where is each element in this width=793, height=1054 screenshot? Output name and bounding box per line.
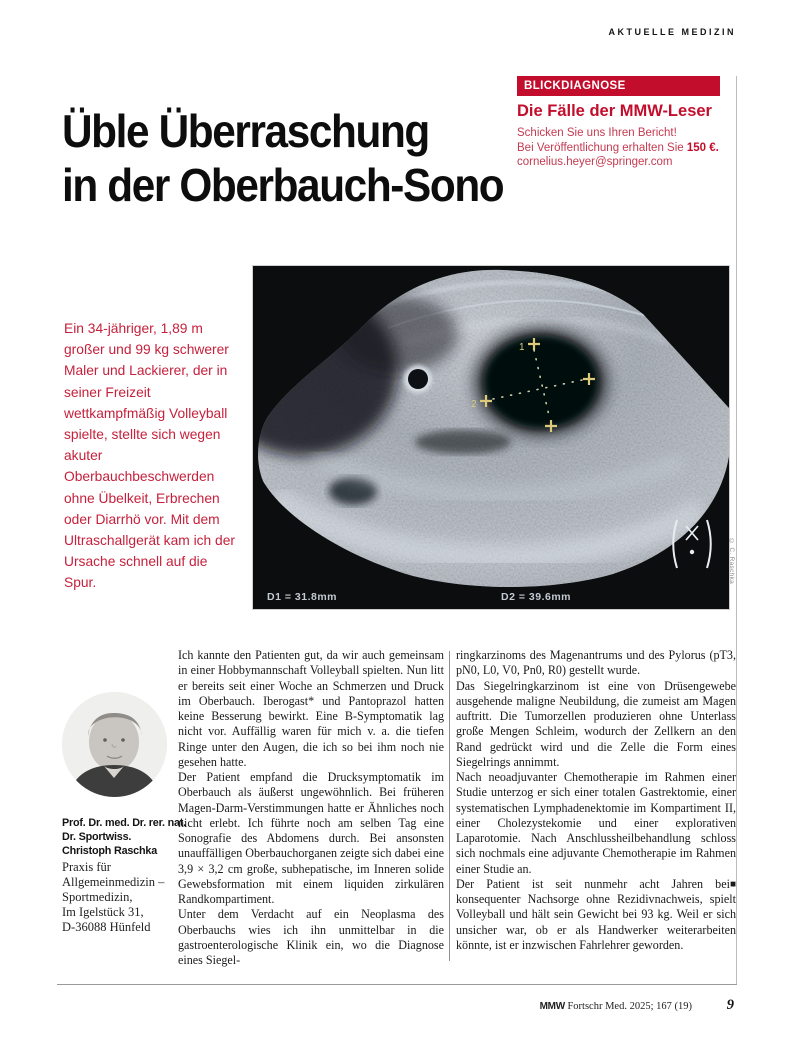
article-end-mark: ■ xyxy=(729,878,736,890)
headline-line1: Üble Überraschung xyxy=(62,105,429,157)
blickdiagnose-badge: BLICKDIAGNOSE xyxy=(517,76,720,96)
paragraph: Ich kannte den Patienten gut, da wir auch gemeinsam in einer Hobbymannschaft Volleyball spielten. Nun litt er bereits seit einer Woche an Schmerzen und Druck im Oberbauch. Iberogast* und Pantoprazol hatten keine Besserung bewirkt. Eine B-Symptomatik lag nicht vor. Auffällig waren für mich v. a. die tiefen Ringe unter den Augen, die ich so bei ihm noch nie gesehen hatte. xyxy=(178,648,444,769)
paragraph xyxy=(456,877,736,953)
blickdiagnose-line2-text: Bei Veröffentlichung erhalten Sie xyxy=(517,141,687,154)
article-column-1 xyxy=(178,648,444,968)
d2-measurement-label: D2 = 39.6mm xyxy=(501,591,571,603)
address-line: Allgemeinmedizin – xyxy=(62,875,165,889)
paragraph: Das Siegelringkarzinom ist eine von Drüsengewebe ausgehende maligne Neubildung, die zumeist am Magen auftritt. Die Tumorzellen produzieren ohne Unterlass große Mengen Schleim, wodurch der Zellkern an den Rand gedrückt wird und die Zelle die Form eines Siegelrings annimmt. xyxy=(456,678,736,769)
caliper-1-number: 1 xyxy=(519,342,525,353)
paragraph: ringkarzinoms des Magenantrums und des Pylorus (pT3, pN0, L0, V0, Pn0, R0) gestellt wurde. xyxy=(456,648,736,678)
author-name: Christoph Raschka xyxy=(62,845,157,857)
blickdiagnose-title: Die Fälle der MMW-Leser xyxy=(517,102,712,120)
author-address xyxy=(62,860,164,935)
headline-line2: in der Oberbauch-Sono xyxy=(62,159,504,211)
journal-issue: Fortschr Med. 2025; 167 (19) xyxy=(564,1001,692,1012)
address-line: Sportmedizin, xyxy=(62,890,133,904)
paragraph: Nach neoadjuvanter Chemotherapie im Rahmen einer Studie unterzog er sich einer totalen Gastrektomie, einer systematischen Lymphadenektomie im Kompartiment II, einer Cholezystekomie und einer explorativen Laparotomie. Nach Anschlussheilbehandlung schloss sich nochmals eine adjuvante Chemotherapie im Rahmen einer Studie an. xyxy=(456,770,736,876)
intro-teaser-text: Ein 34-jähriger, 1,89 m großer und 99 kg schwerer Maler und Lackierer, der in seiner Freizeit wettkampfmäßig Volleyball spielte, stellte sich wegen akuter Oberbauchbeschwerden ohne Übelkeit, Erbrechen oder Diarrhö vor. Mit dem Ultraschallgerät kam ich der Ursache schnell auf die Spur. xyxy=(64,321,235,591)
author-portrait-image xyxy=(62,692,167,797)
journal-citation xyxy=(420,1001,692,1012)
page-number: 9 xyxy=(726,997,734,1013)
ultrasound-image xyxy=(252,265,730,610)
journal-name: MMW xyxy=(539,1001,565,1012)
address-line: D-36088 Hünfeld xyxy=(62,920,151,934)
column-divider-rule xyxy=(449,651,450,961)
blickdiagnose-line2 xyxy=(517,141,719,156)
author-title-line2: Dr. Sportwiss. xyxy=(62,831,132,843)
article-column-2 xyxy=(456,648,736,953)
caliper-2-number: 2 xyxy=(471,399,477,410)
tumor-mass xyxy=(483,335,599,429)
section-label: AKTUELLE MEDIZIN xyxy=(608,27,736,37)
paragraph: Der Patient empfand die Drucksymptomatik im Oberbauch als äußerst ungewöhnlich. Bei früheren Magen-Darm-Verstimmungen hatte er Ähnliches noch nicht erlebt. Ich führte noch am selben Tag eine Sonografie des Abdomens durch. Bei ansonsten unauffälligen Oberbauchorganen zeigte sich dabei eine 3,9 × 3,2 cm große, subhepatische, im Inneren solide Gewebsformation mit einem liquiden zirkulären Randkompartiment. xyxy=(178,770,444,906)
contact-email[interactable]: cornelius.heyer@springer.com xyxy=(517,156,673,168)
author-title-line1: Prof. Dr. med. Dr. rer. nat. xyxy=(62,817,187,829)
address-line: Praxis für xyxy=(62,860,111,874)
page-title xyxy=(62,104,503,212)
reward-amount: 150 €. xyxy=(686,141,719,154)
blickdiagnose-info xyxy=(517,126,719,170)
footer-rule xyxy=(57,984,737,985)
photo-credit: © C. Raschka xyxy=(728,538,735,585)
right-margin-rule xyxy=(736,76,737,984)
author-portrait xyxy=(62,692,167,797)
blickdiagnose-line1: Schicken Sie uns Ihren Bericht! xyxy=(517,127,677,139)
author-titles xyxy=(62,816,186,858)
paragraph: Unter dem Verdacht auf ein Neoplasma des Oberbauchs wies ich ihn unmittelbar in die gastroenterologische Klinik ein, wo die Diagnose eines Siegel- xyxy=(178,907,444,967)
address-line: Im Igelstück 31, xyxy=(62,905,144,919)
paragraph-text: Der Patient ist seit nunmehr acht Jahren bei konsequenter Nachsorge ohne Rezidivnachweis, spielt Volleyball und hält sein Gewicht bei 93 kg. Weil er sich unsicher war, ob er als Handwerker weiterarbeiten könnte, ist er inzwischen Fahrlehrer geworden. xyxy=(456,876,736,952)
cyst xyxy=(408,369,428,389)
ultrasound-sonogram xyxy=(253,266,729,609)
d1-measurement-label: D1 = 31.8mm xyxy=(267,591,337,603)
